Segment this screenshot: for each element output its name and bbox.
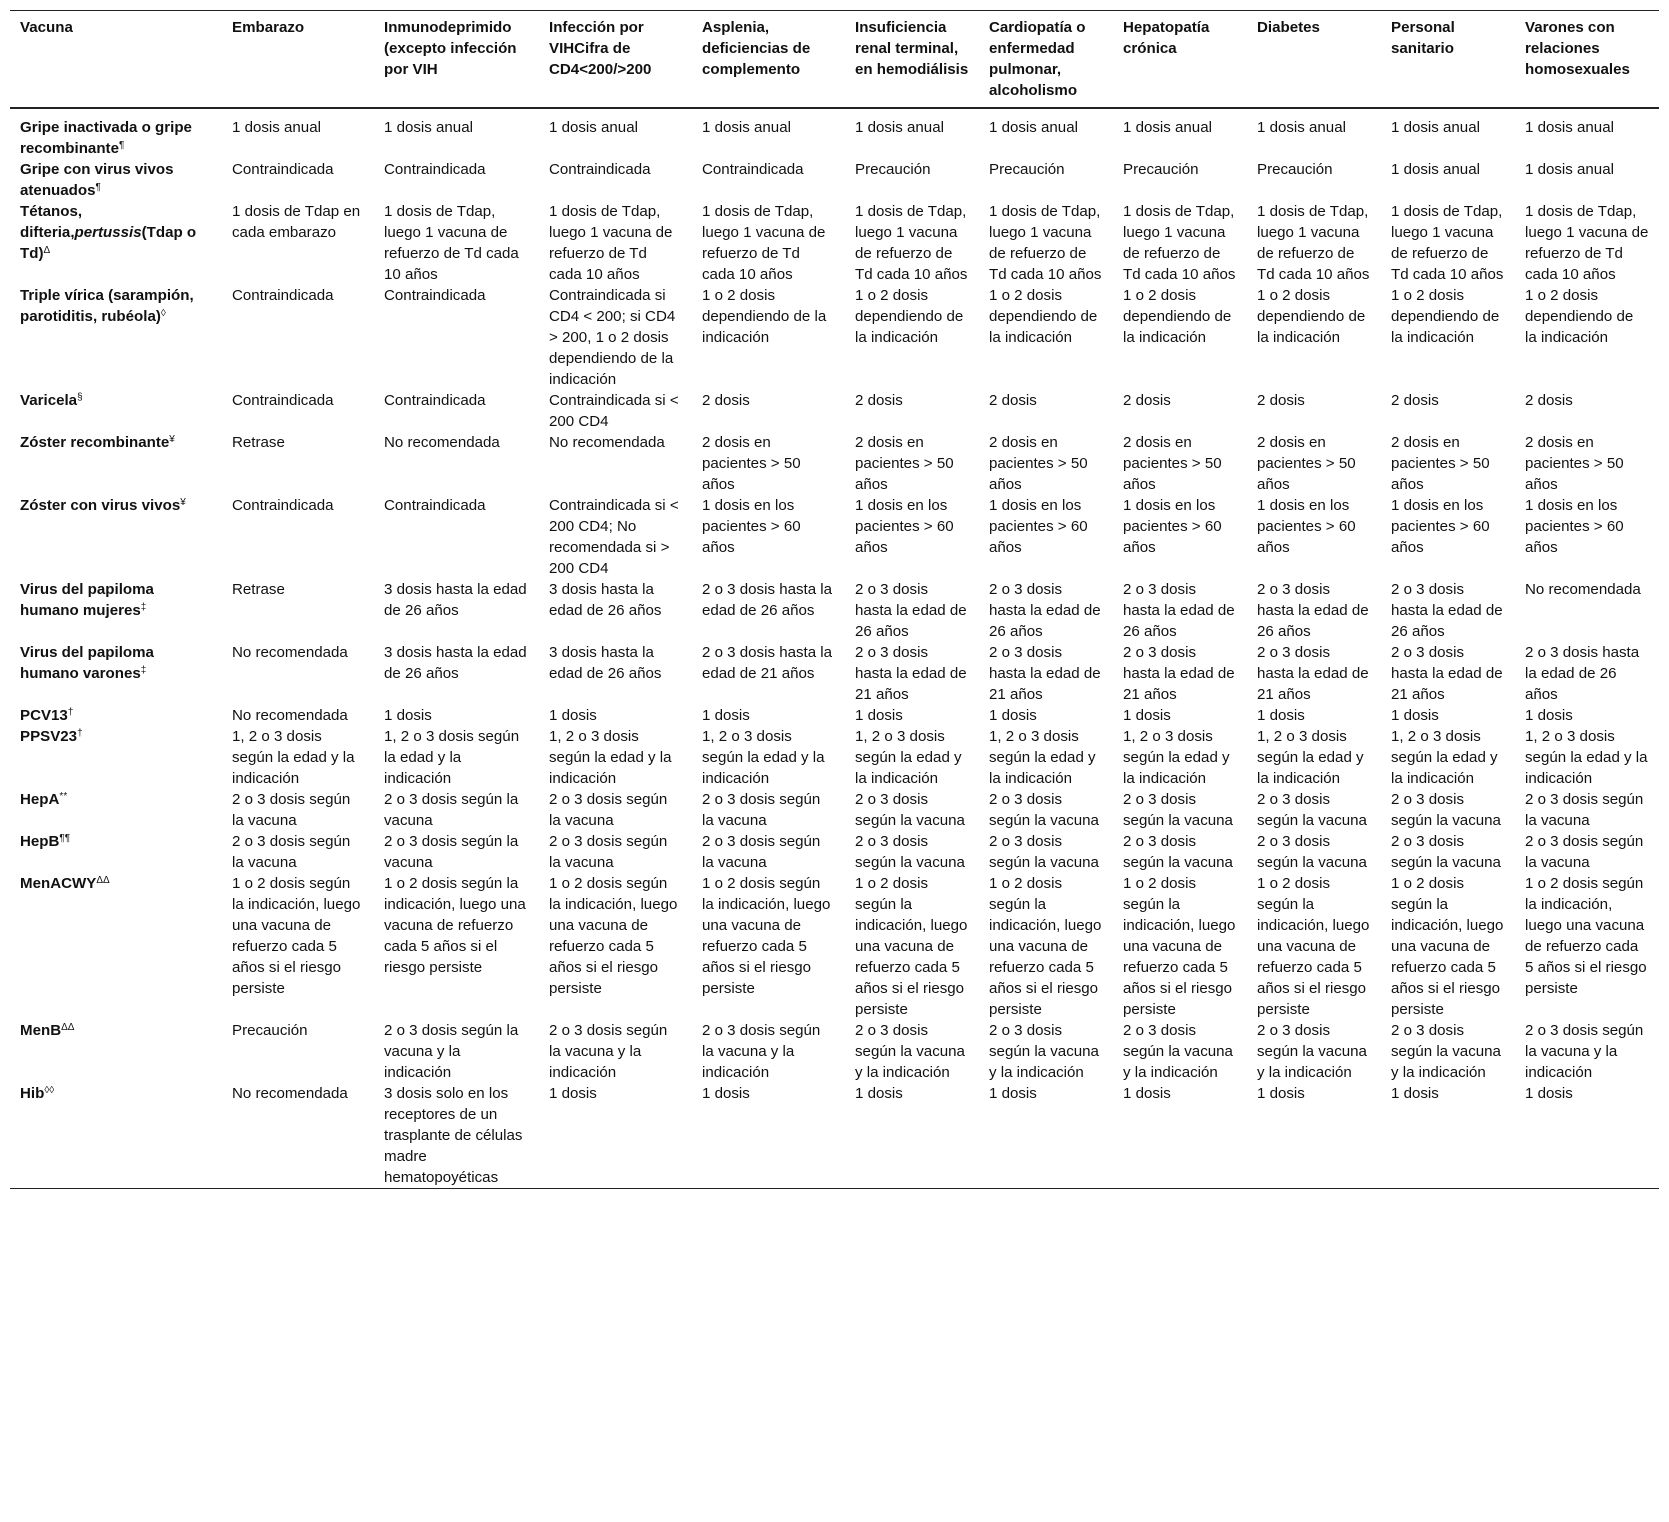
table-cell: 1 dosis de Tdap, luego 1 vacuna de refuerzo de Td cada 10 años bbox=[1391, 203, 1504, 283]
table-cell: Contraindicada bbox=[384, 287, 486, 304]
table-cell: 2 dosis bbox=[1391, 392, 1439, 409]
table-cell: 1 dosis bbox=[1525, 707, 1573, 724]
column-header: Diabetes bbox=[1257, 19, 1320, 36]
table-cell: 1 dosis bbox=[1391, 707, 1439, 724]
table-cell: Contraindicada si < 200 CD4 bbox=[549, 392, 679, 430]
table-cell: 2 dosis bbox=[855, 392, 903, 409]
table-row bbox=[10, 1020, 1659, 1083]
table-cell: 2 o 3 dosis según la vacuna y la indicación bbox=[989, 1022, 1099, 1081]
table-cell: 1 o 2 dosis según la indicación, luego una vacuna de refuerzo cada 5 años si el riesgo persiste bbox=[989, 875, 1102, 1018]
table-cell: 2 o 3 dosis hasta la edad de 21 años bbox=[855, 644, 967, 703]
table-cell: 2 o 3 dosis según la vacuna bbox=[702, 791, 821, 829]
table-cell: No recomendada bbox=[1525, 581, 1641, 598]
vaccine-name-text: PPSV23 bbox=[20, 728, 78, 745]
table-cell: 1 dosis bbox=[549, 1085, 597, 1102]
table-row bbox=[10, 108, 1659, 159]
column-header: Vacuna bbox=[20, 19, 73, 36]
table-cell: 2 o 3 dosis hasta la edad de 26 años bbox=[855, 581, 967, 640]
table-cell: 1 dosis en los pacientes > 60 años bbox=[1123, 497, 1222, 556]
vaccine-name-text: Virus del papiloma humano mujeres bbox=[20, 581, 154, 619]
vaccine-name-text: PCV13 bbox=[20, 707, 68, 724]
vaccine-name-text: Gripe con virus vivos atenuados bbox=[20, 161, 174, 199]
table-cell: 2 dosis bbox=[989, 392, 1037, 409]
vaccine-name bbox=[10, 579, 222, 642]
table-cell: 1 o 2 dosis dependiendo de la indicación bbox=[1123, 287, 1232, 346]
table-row bbox=[10, 831, 1659, 873]
vaccine-name bbox=[10, 1020, 222, 1083]
table-cell: 1, 2 o 3 dosis según la edad y la indicación bbox=[855, 728, 962, 787]
table-cell: 1 dosis en los pacientes > 60 años bbox=[855, 497, 954, 556]
table-cell: Contraindicada bbox=[384, 392, 486, 409]
table-cell: 2 dosis en pacientes > 50 años bbox=[1391, 434, 1490, 493]
footnote-marker: ‡ bbox=[140, 602, 147, 613]
table-row bbox=[10, 159, 1659, 201]
table-cell: 1 dosis en los pacientes > 60 años bbox=[989, 497, 1088, 556]
table-cell: 2 dosis en pacientes > 50 años bbox=[1257, 434, 1356, 493]
table-cell: 1 dosis anual bbox=[1525, 119, 1614, 136]
vaccine-name-text: Zóster con virus vivos bbox=[20, 497, 181, 514]
table-cell: 2 o 3 dosis según la vacuna bbox=[1123, 791, 1233, 829]
table-cell: 2 dosis en pacientes > 50 años bbox=[702, 434, 801, 493]
table-cell: 1 dosis de Tdap, luego 1 vacuna de refuerzo de Td cada 10 años bbox=[549, 203, 673, 283]
table-cell: Precaución bbox=[1257, 161, 1333, 178]
table-cell: 2 o 3 dosis según la vacuna bbox=[989, 791, 1099, 829]
vaccine-recommendation-table bbox=[10, 10, 1659, 1189]
table-cell: 1 dosis de Tdap, luego 1 vacuna de refuerzo de Td cada 10 años bbox=[702, 203, 826, 283]
table-cell: 3 dosis solo en los receptores de un trasplante de células madre hematopoyéticas bbox=[384, 1085, 523, 1186]
vaccine-name-text: Gripe inactivada o gripe recombinante bbox=[20, 119, 192, 157]
footnote-marker: ¶ bbox=[95, 182, 101, 193]
table-cell: 2 o 3 dosis según la vacuna bbox=[384, 791, 519, 829]
table-row bbox=[10, 579, 1659, 642]
footnote-marker: ΔΔ bbox=[96, 875, 110, 886]
table-cell: 1 o 2 dosis según la indicación, luego una vacuna de refuerzo cada 5 años si el riesgo persiste bbox=[1525, 875, 1647, 997]
column-header: Cardiopatía o enfermedad pulmonar, alcoholismo bbox=[989, 19, 1086, 99]
table-cell: 1, 2 o 3 dosis según la edad y la indicación bbox=[549, 728, 672, 787]
table-cell: 2 o 3 dosis según la vacuna bbox=[1525, 833, 1644, 871]
table-cell: 1 dosis bbox=[989, 1085, 1037, 1102]
table-cell: 1 dosis en los pacientes > 60 años bbox=[702, 497, 801, 556]
table-cell: 1, 2 o 3 dosis según la edad y la indicación bbox=[1257, 728, 1364, 787]
vaccine-name-text: HepA bbox=[20, 791, 60, 808]
table-cell: 3 dosis hasta la edad de 26 años bbox=[549, 581, 662, 619]
table-cell: 1 dosis anual bbox=[549, 119, 638, 136]
vaccine-name-text: Zóster recombinante bbox=[20, 434, 170, 451]
table-cell: Contraindicada bbox=[384, 497, 486, 514]
table-cell: 1 dosis anual bbox=[1391, 161, 1480, 178]
table-cell: 2 o 3 dosis hasta la edad de 21 años bbox=[702, 644, 833, 682]
table-cell: 1 o 2 dosis según la indicación, luego una vacuna de refuerzo cada 5 años si el riesgo persiste bbox=[702, 875, 831, 997]
table-cell: 2 o 3 dosis según la vacuna bbox=[855, 833, 965, 871]
footnote-marker: ‡ bbox=[140, 665, 147, 676]
table-cell: 1 o 2 dosis según la indicación, luego una vacuna de refuerzo cada 5 años si el riesgo persiste bbox=[1123, 875, 1236, 1018]
table-cell: 1 o 2 dosis dependiendo de la indicación bbox=[1391, 287, 1500, 346]
table-cell: 2 o 3 dosis hasta la edad de 21 años bbox=[989, 644, 1101, 703]
header-row bbox=[10, 11, 1659, 109]
table-cell: 2 dosis bbox=[1525, 392, 1573, 409]
table-cell: 2 o 3 dosis según la vacuna bbox=[549, 833, 668, 871]
table-cell: Contraindicada bbox=[384, 161, 486, 178]
table-cell: 2 o 3 dosis según la vacuna bbox=[232, 833, 351, 871]
table-cell: 1 o 2 dosis dependiendo de la indicación bbox=[855, 287, 964, 346]
table-cell: 2 dosis en pacientes > 50 años bbox=[989, 434, 1088, 493]
table-cell: 2 o 3 dosis según la vacuna bbox=[549, 791, 668, 829]
footnote-marker: ¶ bbox=[118, 140, 125, 151]
table-cell: 1 dosis bbox=[855, 1085, 903, 1102]
column-header: Personal sanitario bbox=[1391, 19, 1455, 57]
table-cell: No recomendada bbox=[549, 434, 665, 451]
footnote-marker: ¶¶ bbox=[59, 833, 71, 844]
table-cell: 1, 2 o 3 dosis según la edad y la indicación bbox=[384, 728, 520, 787]
table-cell: Precaución bbox=[989, 161, 1065, 178]
table-cell: 1, 2 o 3 dosis según la edad y la indicación bbox=[702, 728, 825, 787]
table-cell: 2 dosis bbox=[1257, 392, 1305, 409]
table-cell: No recomendada bbox=[384, 434, 500, 451]
vaccine-name-text: Triple vírica (sarampión, parotiditis, rubéola) bbox=[20, 287, 194, 325]
table-cell: Precaución bbox=[1123, 161, 1199, 178]
table-cell: 1 dosis bbox=[1123, 1085, 1171, 1102]
table-cell: 2 o 3 dosis según la vacuna y la indicación bbox=[1391, 1022, 1501, 1081]
table-cell: Contraindicada bbox=[232, 392, 334, 409]
table-cell: 1 o 2 dosis dependiendo de la indicación bbox=[1257, 287, 1366, 346]
vaccine-name bbox=[10, 705, 222, 726]
vaccine-name bbox=[10, 495, 222, 579]
table-cell: 1, 2 o 3 dosis según la edad y la indicación bbox=[1525, 728, 1648, 787]
table-cell: 1 dosis bbox=[1525, 1085, 1573, 1102]
table-header bbox=[10, 11, 1659, 109]
footnote-marker: § bbox=[77, 392, 83, 403]
table-cell: 1 dosis en los pacientes > 60 años bbox=[1257, 497, 1356, 556]
table-row bbox=[10, 726, 1659, 789]
table-cell: 1 o 2 dosis dependiendo de la indicación bbox=[989, 287, 1098, 346]
vaccine-name-text: Virus del papiloma humano varones bbox=[20, 644, 154, 682]
vaccine-name-text: MenB bbox=[20, 1022, 62, 1039]
table-cell: 2 o 3 dosis según la vacuna y la indicación bbox=[702, 1022, 821, 1081]
footnote-marker: ΔΔ bbox=[61, 1022, 75, 1033]
table-cell: 2 o 3 dosis según la vacuna bbox=[232, 791, 351, 829]
table-cell: Contraindicada bbox=[549, 161, 651, 178]
vaccine-name-text: Tétanos, difteria, bbox=[20, 203, 83, 241]
footnote-marker: ¥ bbox=[169, 434, 175, 445]
vaccine-name bbox=[10, 831, 222, 873]
vaccine-name bbox=[10, 390, 222, 432]
table-cell: 1 dosis de Tdap, luego 1 vacuna de refuerzo de Td cada 10 años bbox=[384, 203, 519, 283]
vaccine-table-container bbox=[10, 10, 1659, 1189]
table-row bbox=[10, 705, 1659, 726]
table-cell: 1 o 2 dosis según la indicación, luego una vacuna de refuerzo cada 5 años si el riesgo persiste bbox=[232, 875, 361, 997]
table-cell: 2 o 3 dosis según la vacuna bbox=[1257, 791, 1367, 829]
table-cell: Contraindicada bbox=[232, 287, 334, 304]
table-cell: 2 o 3 dosis según la vacuna y la indicación bbox=[1257, 1022, 1367, 1081]
table-cell: 1 o 2 dosis dependiendo de la indicación bbox=[702, 287, 827, 346]
table-cell: 2 o 3 dosis según la vacuna y la indicación bbox=[384, 1022, 519, 1081]
table-cell: 1 dosis bbox=[989, 707, 1037, 724]
table-row bbox=[10, 1083, 1659, 1189]
table-cell: 2 o 3 dosis hasta la edad de 26 años bbox=[702, 581, 833, 619]
table-cell: 2 o 3 dosis hasta la edad de 21 años bbox=[1123, 644, 1235, 703]
table-cell: 2 o 3 dosis según la vacuna bbox=[1123, 833, 1233, 871]
table-cell: 2 o 3 dosis según la vacuna bbox=[702, 833, 821, 871]
table-row bbox=[10, 285, 1659, 390]
column-header: Hepatopatía crónica bbox=[1123, 19, 1210, 57]
table-cell: No recomendada bbox=[232, 1085, 348, 1102]
table-cell: 2 o 3 dosis hasta la edad de 26 años bbox=[1391, 581, 1503, 640]
table-cell: 1 dosis anual bbox=[855, 119, 944, 136]
table-cell: 1 o 2 dosis dependiendo de la indicación bbox=[1525, 287, 1634, 346]
column-header: Infección por VIHCifra de CD4<200/>200 bbox=[549, 19, 652, 78]
footnote-marker: ◊◊ bbox=[44, 1085, 55, 1096]
table-cell: 2 o 3 dosis según la vacuna y la indicación bbox=[549, 1022, 668, 1081]
table-cell: Precaución bbox=[855, 161, 931, 178]
table-cell: 1 dosis anual bbox=[1123, 119, 1212, 136]
table-cell: 2 dosis bbox=[1123, 392, 1171, 409]
vaccine-name bbox=[10, 789, 222, 831]
footnote-marker: ** bbox=[59, 791, 68, 802]
vaccine-name-text: Varicela bbox=[20, 392, 78, 409]
table-cell: 2 o 3 dosis según la vacuna bbox=[384, 833, 519, 871]
table-cell: 2 o 3 dosis hasta la edad de 21 años bbox=[1257, 644, 1369, 703]
table-cell: 1 dosis en los pacientes > 60 años bbox=[1391, 497, 1490, 556]
column-header: Insuficiencia renal terminal, en hemodiálisis bbox=[855, 19, 969, 78]
footnote-marker: ◊ bbox=[160, 308, 166, 319]
table-cell: 1 dosis bbox=[1123, 707, 1171, 724]
table-cell: Retrase bbox=[232, 581, 285, 598]
table-cell: 1 dosis de Tdap, luego 1 vacuna de refuerzo de Td cada 10 años bbox=[1123, 203, 1236, 283]
footnote-marker: † bbox=[77, 728, 83, 739]
table-cell: 1 dosis en los pacientes > 60 años bbox=[1525, 497, 1624, 556]
vaccine-name bbox=[10, 159, 222, 201]
table-cell: 1 dosis de Tdap en cada embarazo bbox=[232, 203, 361, 241]
vaccine-name bbox=[10, 285, 222, 390]
table-cell: 1 dosis bbox=[855, 707, 903, 724]
table-cell: 1 dosis anual bbox=[702, 119, 791, 136]
table-cell: 1, 2 o 3 dosis según la edad y la indicación bbox=[1391, 728, 1498, 787]
vaccine-name bbox=[10, 432, 222, 495]
column-header: Asplenia, deficiencias de complemento bbox=[702, 19, 811, 78]
vaccine-name bbox=[10, 201, 222, 285]
table-cell: 1, 2 o 3 dosis según la edad y la indicación bbox=[1123, 728, 1230, 787]
table-cell: 1 dosis de Tdap, luego 1 vacuna de refuerzo de Td cada 10 años bbox=[1525, 203, 1649, 283]
table-row bbox=[10, 390, 1659, 432]
table-cell: 1 dosis de Tdap, luego 1 vacuna de refuerzo de Td cada 10 años bbox=[1257, 203, 1370, 283]
table-cell: 1 dosis bbox=[549, 707, 597, 724]
table-cell: 3 dosis hasta la edad de 26 años bbox=[384, 644, 527, 682]
table-cell: 2 o 3 dosis según la vacuna bbox=[989, 833, 1099, 871]
table-cell: 2 o 3 dosis según la vacuna bbox=[1257, 833, 1367, 871]
table-cell: 1 o 2 dosis según la indicación, luego una vacuna de refuerzo cada 5 años si el riesgo persiste bbox=[384, 875, 526, 976]
table-cell: 2 o 3 dosis según la vacuna bbox=[1391, 833, 1501, 871]
table-cell: 2 o 3 dosis según la vacuna y la indicación bbox=[855, 1022, 965, 1081]
table-cell: Precaución bbox=[232, 1022, 308, 1039]
table-cell: Contraindicada bbox=[232, 497, 334, 514]
table-cell: 1 dosis bbox=[702, 1085, 750, 1102]
table-body bbox=[10, 108, 1659, 1189]
table-cell: No recomendada bbox=[232, 644, 348, 661]
table-cell: 1 o 2 dosis según la indicación, luego una vacuna de refuerzo cada 5 años si el riesgo persiste bbox=[1257, 875, 1370, 1018]
table-cell: 1 dosis bbox=[1257, 1085, 1305, 1102]
column-header: Embarazo bbox=[232, 19, 305, 36]
column-header: Varones con relaciones homosexuales bbox=[1525, 19, 1630, 78]
table-row bbox=[10, 495, 1659, 579]
table-cell: No recomendada bbox=[232, 707, 348, 724]
table-cell: 2 o 3 dosis hasta la edad de 26 años bbox=[989, 581, 1101, 640]
table-cell: 2 dosis en pacientes > 50 años bbox=[1525, 434, 1624, 493]
table-cell: 1 dosis bbox=[1391, 1085, 1439, 1102]
table-cell: 2 o 3 dosis según la vacuna y la indicación bbox=[1123, 1022, 1233, 1081]
table-row bbox=[10, 642, 1659, 705]
table-cell: 2 dosis en pacientes > 50 años bbox=[855, 434, 954, 493]
table-cell: 1, 2 o 3 dosis según la edad y la indicación bbox=[989, 728, 1096, 787]
vaccine-name-suffix: (Tdap o Td) bbox=[20, 224, 197, 262]
footnote-marker: † bbox=[67, 707, 74, 718]
table-cell: 2 o 3 dosis hasta la edad de 26 años bbox=[1525, 644, 1640, 703]
table-cell: Contraindicada si < 200 CD4; No recomendada si > 200 CD4 bbox=[549, 497, 679, 577]
table-cell: 1 dosis anual bbox=[1525, 161, 1614, 178]
vaccine-name bbox=[10, 642, 222, 705]
table-cell: 1 dosis bbox=[702, 707, 750, 724]
table-cell: 2 o 3 dosis según la vacuna bbox=[1525, 791, 1644, 829]
vaccine-name-text: MenACWY bbox=[20, 875, 97, 892]
vaccine-name bbox=[10, 726, 222, 789]
table-row bbox=[10, 873, 1659, 1020]
table-cell: 2 o 3 dosis según la vacuna bbox=[855, 791, 965, 829]
table-cell: 1 dosis de Tdap, luego 1 vacuna de refuerzo de Td cada 10 años bbox=[855, 203, 968, 283]
table-cell: 2 o 3 dosis según la vacuna bbox=[1391, 791, 1501, 829]
footnote-marker: ¥ bbox=[180, 497, 186, 508]
table-cell: 3 dosis hasta la edad de 26 años bbox=[549, 644, 662, 682]
vaccine-name-text: HepB bbox=[20, 833, 60, 850]
table-cell: 1 dosis anual bbox=[989, 119, 1078, 136]
table-cell: 1, 2 o 3 dosis según la edad y la indicación bbox=[232, 728, 355, 787]
vaccine-name-text: Hib bbox=[20, 1085, 45, 1102]
table-cell: 1 dosis bbox=[1257, 707, 1305, 724]
vaccine-name bbox=[10, 1083, 222, 1189]
table-cell: 1 dosis anual bbox=[1391, 119, 1480, 136]
table-cell: Retrase bbox=[232, 434, 285, 451]
table-cell: 2 dosis bbox=[702, 392, 750, 409]
table-cell: 1 o 2 dosis según la indicación, luego una vacuna de refuerzo cada 5 años si el riesgo persiste bbox=[855, 875, 968, 1018]
table-row bbox=[10, 432, 1659, 495]
table-cell: 2 dosis en pacientes > 50 años bbox=[1123, 434, 1222, 493]
table-row bbox=[10, 789, 1659, 831]
table-cell: Contraindicada si CD4 < 200; si CD4 > 200, 1 o 2 dosis dependiendo de la indicación bbox=[549, 287, 676, 388]
vaccine-name bbox=[10, 873, 222, 1020]
table-cell: 1 o 2 dosis según la indicación, luego una vacuna de refuerzo cada 5 años si el riesgo persiste bbox=[549, 875, 678, 997]
table-cell: 1 dosis anual bbox=[384, 119, 473, 136]
table-cell: Contraindicada bbox=[702, 161, 804, 178]
table-cell: 2 o 3 dosis hasta la edad de 26 años bbox=[1257, 581, 1369, 640]
table-cell: 2 o 3 dosis hasta la edad de 21 años bbox=[1391, 644, 1503, 703]
column-header: Inmunodeprimido (excepto infección por VIH bbox=[384, 19, 517, 78]
table-cell: 2 o 3 dosis según la vacuna y la indicación bbox=[1525, 1022, 1644, 1081]
table-cell: 3 dosis hasta la edad de 26 años bbox=[384, 581, 527, 619]
vaccine-name-italic: pertussis bbox=[74, 224, 142, 241]
table-row bbox=[10, 201, 1659, 285]
footnote-marker: Δ bbox=[43, 245, 51, 256]
table-cell: 1 dosis anual bbox=[1257, 119, 1346, 136]
table-cell: 1 dosis anual bbox=[232, 119, 321, 136]
vaccine-name bbox=[10, 108, 222, 159]
table-cell: 1 o 2 dosis según la indicación, luego una vacuna de refuerzo cada 5 años si el riesgo persiste bbox=[1391, 875, 1504, 1018]
table-cell: Contraindicada bbox=[232, 161, 334, 178]
table-cell: 2 o 3 dosis hasta la edad de 26 años bbox=[1123, 581, 1235, 640]
table-cell: 1 dosis de Tdap, luego 1 vacuna de refuerzo de Td cada 10 años bbox=[989, 203, 1102, 283]
table-cell: 1 dosis bbox=[384, 707, 432, 724]
